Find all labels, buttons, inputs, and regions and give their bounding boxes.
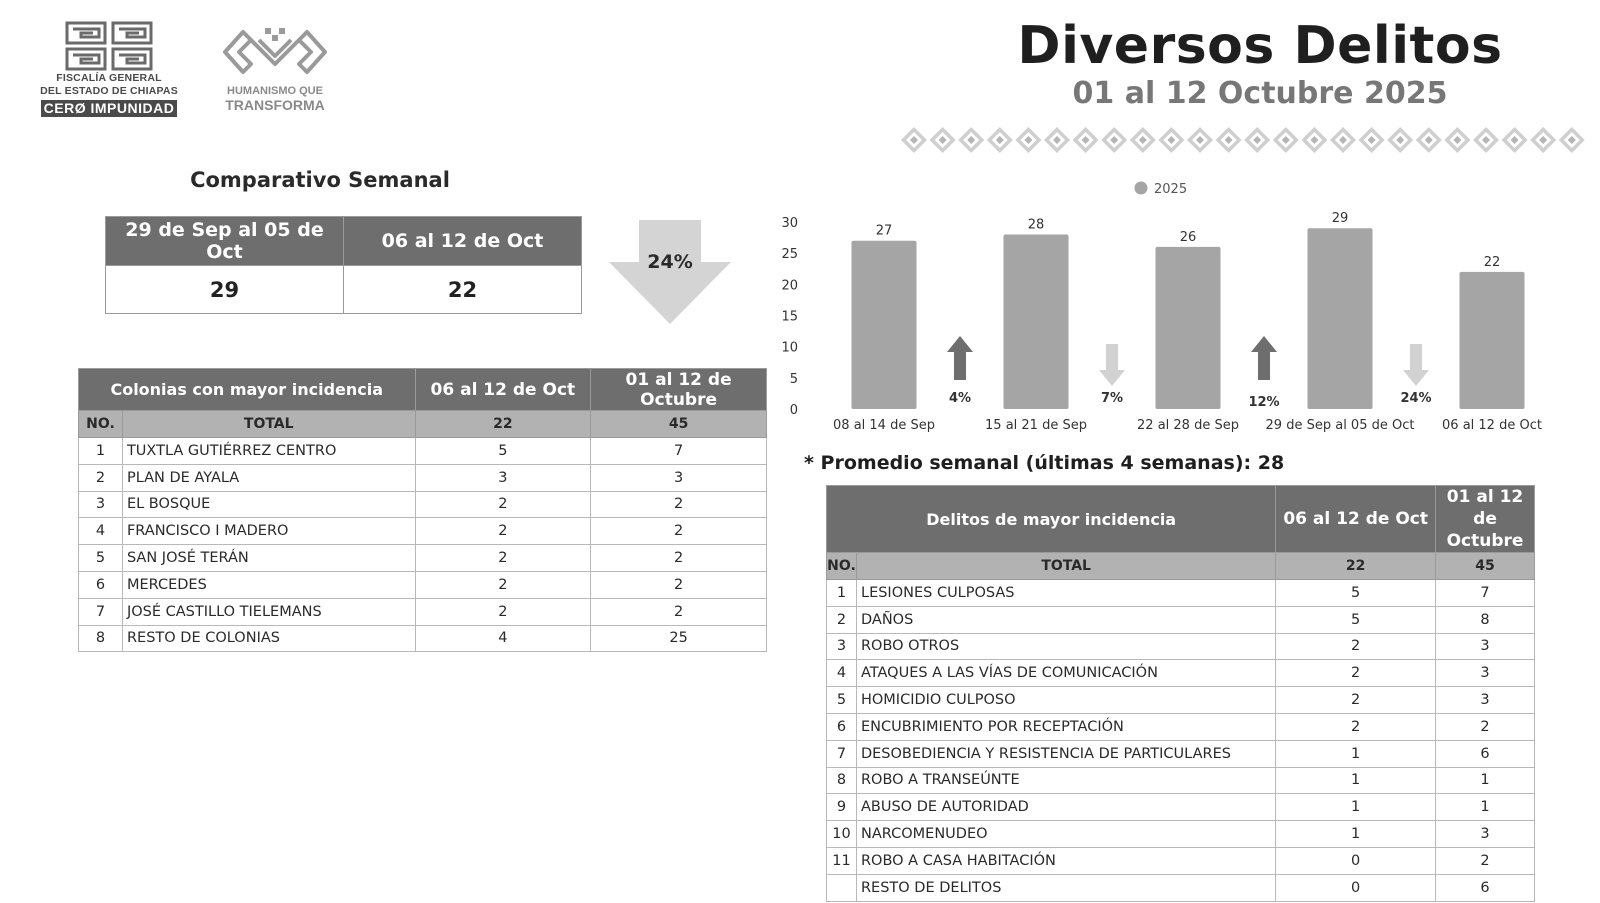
colonias-total-row <box>79 411 767 438</box>
row-month-value: 2 <box>591 598 767 625</box>
table-row <box>827 874 1535 901</box>
diamond-decoration <box>1387 127 1413 153</box>
diamond-decoration <box>987 127 1013 153</box>
row-number: 8 <box>79 625 123 652</box>
row-week-value: 1 <box>1276 794 1436 821</box>
table-row <box>827 740 1535 767</box>
row-name: PLAN DE AYALA <box>122 464 415 491</box>
fiscalia-logo-line3: CERØ IMPUNIDAD <box>41 100 178 117</box>
row-month-value: 1 <box>1436 767 1535 794</box>
row-week-value: 5 <box>1276 580 1436 607</box>
row-name: DESOBEDIENCIA Y RESISTENCIA DE PARTICULARES <box>856 740 1275 767</box>
diamond-decoration <box>1244 127 1270 153</box>
delitos-total-week: 22 <box>1276 553 1436 580</box>
comparativo-header-row <box>106 217 582 266</box>
row-name: RESTO DE COLONIAS <box>122 625 415 652</box>
row-month-value: 2 <box>1436 847 1535 874</box>
change-label: 4% <box>948 391 972 406</box>
row-week-value: 2 <box>1276 660 1436 687</box>
comparativo-col2-label: 06 al 12 de Oct <box>344 217 582 266</box>
x-tick-label: 06 al 12 de Oct <box>1442 418 1542 433</box>
row-month-value: 1 <box>1436 794 1535 821</box>
diamond-decoration <box>1158 127 1184 153</box>
row-month-value: 2 <box>591 545 767 572</box>
comparativo-table <box>105 216 582 314</box>
x-tick-label: 08 al 14 de Sep <box>833 418 935 433</box>
table-row <box>827 767 1535 794</box>
row-name: EL BOSQUE <box>122 491 415 518</box>
table-row <box>79 571 767 598</box>
data-label: 22 <box>1483 254 1501 270</box>
row-week-value: 2 <box>415 571 591 598</box>
table-row <box>827 713 1535 740</box>
diamond-decoration <box>1301 127 1327 153</box>
y-tick-label: 0 <box>789 403 798 418</box>
row-number: 10 <box>827 821 857 848</box>
promedio-semanal: * Promedio semanal (últimas 4 semanas): 28 <box>804 452 1285 474</box>
change-label: 12% <box>1248 395 1280 410</box>
y-tick-label: 30 <box>781 216 798 231</box>
row-month-value: 2 <box>591 571 767 598</box>
row-name: DAÑOS <box>856 606 1275 633</box>
row-week-value: 2 <box>1276 713 1436 740</box>
row-name: LESIONES CULPOSAS <box>856 580 1275 607</box>
data-label: 27 <box>875 223 893 239</box>
comparativo-title: Comparativo Semanal <box>190 168 450 192</box>
diamond-decoration <box>1444 127 1470 153</box>
diamond-decoration <box>1359 127 1385 153</box>
row-name: RESTO DE DELITOS <box>856 874 1275 901</box>
diamond-decoration <box>1130 127 1156 153</box>
row-month-value: 6 <box>1436 874 1535 901</box>
colonias-header-week: 06 al 12 de Oct <box>415 369 591 411</box>
row-week-value: 2 <box>415 518 591 545</box>
row-month-value: 3 <box>1436 633 1535 660</box>
row-month-value: 3 <box>1436 821 1535 848</box>
table-row <box>827 606 1535 633</box>
row-number: 5 <box>827 687 857 714</box>
y-tick-label: 5 <box>789 371 798 387</box>
diamond-decoration <box>1044 127 1070 153</box>
change-label: 24% <box>1400 391 1432 406</box>
diamond-decoration <box>1416 127 1442 153</box>
row-number: 8 <box>827 767 857 794</box>
row-month-value: 6 <box>1436 740 1535 767</box>
row-week-value: 1 <box>1276 767 1436 794</box>
diamond-decoration <box>1273 127 1299 153</box>
row-number: 4 <box>827 660 857 687</box>
y-tick-label: 10 <box>781 340 798 356</box>
table-row <box>79 518 767 545</box>
down-arrow-icon <box>605 218 735 326</box>
row-name: ATAQUES A LAS VÍAS DE COMUNICACIÓN <box>856 660 1275 687</box>
delitos-header-name: Delitos de mayor incidencia <box>827 486 1276 553</box>
diamond-decoration <box>1473 127 1499 153</box>
row-week-value: 1 <box>1276 821 1436 848</box>
delitos-header-month-line2: Octubre <box>1446 531 1524 551</box>
delitos-table <box>826 485 1535 902</box>
page-subtitle: 01 al 12 Octubre 2025 <box>1072 76 1448 111</box>
row-name: TUXTLA GUTIÉRREZ CENTRO <box>122 438 415 465</box>
delitos-header-month-line1: 01 al 12 de <box>1446 487 1524 529</box>
diamond-decoration <box>1216 127 1242 153</box>
fiscalia-logo <box>28 20 190 125</box>
y-tick-label: 20 <box>781 278 798 294</box>
humanismo-logo-line2: TRANSFORMA <box>225 97 325 113</box>
diamond-decoration <box>1330 127 1356 153</box>
colonias-table <box>78 368 767 652</box>
colonias-no-label: NO. <box>79 411 123 438</box>
row-month-value: 2 <box>591 491 767 518</box>
colonias-header-row <box>79 369 767 411</box>
weekly-bar-chart <box>780 172 1580 442</box>
table-row <box>79 625 767 652</box>
row-number: 2 <box>827 606 857 633</box>
fiscalia-logo-line2: DEL ESTADO DE CHIAPAS <box>40 85 178 97</box>
down-arrow-icon <box>1403 344 1429 386</box>
row-week-value: 2 <box>415 545 591 572</box>
table-row <box>827 660 1535 687</box>
row-number: 9 <box>827 794 857 821</box>
comparativo-change-label: 24% <box>647 251 693 273</box>
row-number: 6 <box>827 713 857 740</box>
page-title: Diversos Delitos <box>1017 16 1503 76</box>
diamond-decoration <box>901 127 927 153</box>
table-row <box>79 438 767 465</box>
colonias-header-name: Colonias con mayor incidencia <box>79 369 416 411</box>
row-number: 3 <box>827 633 857 660</box>
row-week-value: 3 <box>415 464 591 491</box>
bar <box>852 241 917 409</box>
row-name: HOMICIDIO CULPOSO <box>856 687 1275 714</box>
row-month-value: 3 <box>591 464 767 491</box>
row-number: 7 <box>79 598 123 625</box>
row-month-value: 3 <box>1436 687 1535 714</box>
row-number: 5 <box>79 545 123 572</box>
diamond-decoration <box>1101 127 1127 153</box>
legend-label: 2025 <box>1154 182 1188 197</box>
table-row <box>827 847 1535 874</box>
row-week-value: 4 <box>415 625 591 652</box>
row-number: 6 <box>79 571 123 598</box>
row-number: 3 <box>79 491 123 518</box>
row-name: SAN JOSÉ TERÁN <box>122 545 415 572</box>
table-row <box>79 545 767 572</box>
row-name: ROBO OTROS <box>856 633 1275 660</box>
row-week-value: 2 <box>1276 687 1436 714</box>
row-name: NARCOMENUDEO <box>856 821 1275 848</box>
row-month-value: 3 <box>1436 660 1535 687</box>
diamond-decoration <box>1559 127 1585 153</box>
row-number: 7 <box>827 740 857 767</box>
row-week-value: 5 <box>1276 606 1436 633</box>
diamond-decoration <box>1502 127 1528 153</box>
fiscalia-fret-icon <box>63 20 155 72</box>
delitos-no-label: NO. <box>827 553 857 580</box>
y-tick-label: 25 <box>781 247 798 263</box>
up-arrow-icon <box>1251 336 1277 380</box>
delitos-header-row <box>827 486 1535 553</box>
legend-marker <box>1135 182 1148 195</box>
row-name: ROBO A CASA HABITACIÓN <box>856 847 1275 874</box>
comparativo-col2-value: 22 <box>344 266 582 314</box>
row-week-value: 2 <box>415 598 591 625</box>
row-number: 1 <box>79 438 123 465</box>
data-label: 28 <box>1027 217 1045 233</box>
row-name: ABUSO DE AUTORIDAD <box>856 794 1275 821</box>
comparativo-col1-label: 29 de Sep al 05 de Oct <box>106 217 344 266</box>
table-row <box>79 464 767 491</box>
colonias-total-label: TOTAL <box>122 411 415 438</box>
table-row <box>79 598 767 625</box>
row-month-value: 8 <box>1436 606 1535 633</box>
row-week-value: 0 <box>1276 847 1436 874</box>
bar <box>1004 234 1069 409</box>
diamond-decoration <box>1015 127 1041 153</box>
table-row <box>827 633 1535 660</box>
diamond-decoration <box>1187 127 1213 153</box>
delitos-total-month: 45 <box>1436 553 1535 580</box>
row-month-value: 7 <box>591 438 767 465</box>
row-month-value: 2 <box>591 518 767 545</box>
row-name: ENCUBRIMIENTO POR RECEPTACIÓN <box>856 713 1275 740</box>
comparativo-value-row <box>106 266 582 314</box>
delitos-header-month <box>1436 486 1535 553</box>
row-name: FRANCISCO I MADERO <box>122 518 415 545</box>
colonias-total-week: 22 <box>415 411 591 438</box>
diamond-decoration <box>1073 127 1099 153</box>
bar <box>1460 272 1525 409</box>
table-row <box>79 491 767 518</box>
row-week-value: 0 <box>1276 874 1436 901</box>
diamond-decoration <box>958 127 984 153</box>
row-week-value: 2 <box>1276 633 1436 660</box>
up-arrow-icon <box>947 336 973 380</box>
row-month-value: 2 <box>1436 713 1535 740</box>
delitos-total-row <box>827 553 1535 580</box>
down-arrow-icon <box>1099 344 1125 386</box>
x-tick-label: 22 al 28 de Sep <box>1137 418 1239 433</box>
row-number <box>827 874 857 901</box>
bar <box>1308 228 1373 409</box>
table-row <box>827 580 1535 607</box>
row-number: 2 <box>79 464 123 491</box>
row-week-value: 2 <box>415 491 591 518</box>
colonias-total-month: 45 <box>591 411 767 438</box>
change-label: 7% <box>1100 391 1124 406</box>
data-label: 29 <box>1331 211 1349 227</box>
table-row <box>827 821 1535 848</box>
table-row <box>827 794 1535 821</box>
humanismo-logo-line1: HUMANISMO QUE <box>227 85 323 97</box>
delitos-total-label: TOTAL <box>856 553 1275 580</box>
row-name: JOSÉ CASTILLO TIELEMANS <box>122 598 415 625</box>
bar <box>1156 247 1221 409</box>
comparativo-col1-value: 29 <box>106 266 344 314</box>
row-month-value: 7 <box>1436 580 1535 607</box>
diamond-pattern-decoration <box>900 126 1600 160</box>
diamond-decoration <box>1530 127 1556 153</box>
humanismo-emblem-icon <box>221 22 329 80</box>
humanismo-logo <box>214 22 336 122</box>
row-week-value: 5 <box>415 438 591 465</box>
x-tick-label: 15 al 21 de Sep <box>985 418 1087 433</box>
row-name: ROBO A TRANSEÚNTE <box>856 767 1275 794</box>
fiscalia-logo-line1: FISCALÍA GENERAL <box>56 72 162 84</box>
row-number: 4 <box>79 518 123 545</box>
diamond-decoration <box>930 127 956 153</box>
colonias-header-month: 01 al 12 de Octubre <box>591 369 767 411</box>
row-month-value: 25 <box>591 625 767 652</box>
row-name: MERCEDES <box>122 571 415 598</box>
x-tick-label: 29 de Sep al 05 de Oct <box>1265 418 1415 433</box>
y-tick-label: 15 <box>781 309 798 325</box>
data-label: 26 <box>1179 229 1197 245</box>
delitos-header-week: 06 al 12 de Oct <box>1276 486 1436 553</box>
table-row <box>827 687 1535 714</box>
row-number: 1 <box>827 580 857 607</box>
row-week-value: 1 <box>1276 740 1436 767</box>
row-number: 11 <box>827 847 857 874</box>
